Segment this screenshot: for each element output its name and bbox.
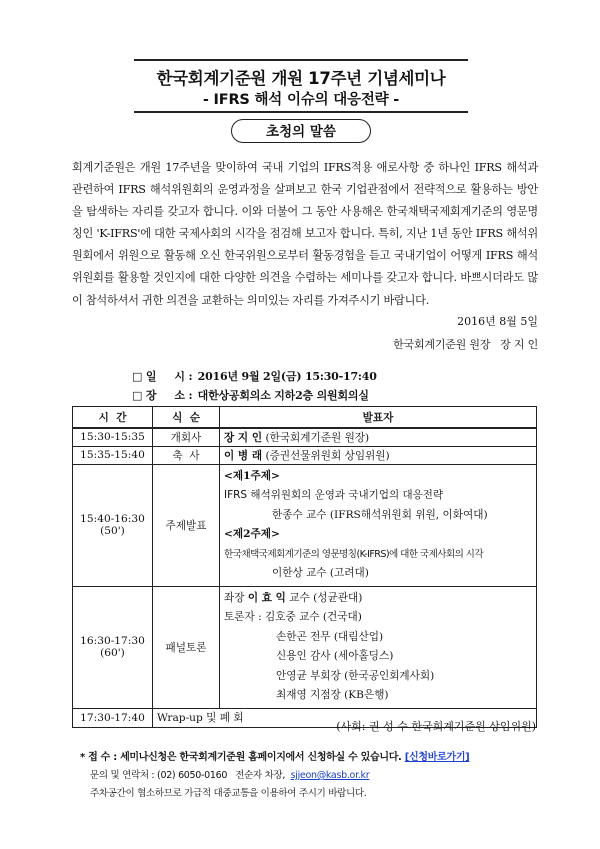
header-time: 시 간 bbox=[73, 407, 153, 429]
table-row bbox=[73, 446, 537, 464]
row-speaker-cell bbox=[220, 464, 537, 586]
invitation-body: 회계기준원은 개원 17주년을 맞이하여 국내 기업의 IFRS적용 애로사항 중 하나인 IFRS 해석과 관련하여 IFRS 해석위원회의 운영과정을 살펴보고 한국 기업관점에서 전략적으로 활용하는 방안을 탐색하는 자리를 갖고자 합니다. 이와 더불어 그 동안 사용해온 한국채택국제회계기준의 영문명칭인 'K-IFRS'에 대한 국제사회의 시각을 점검해 보고자 합니다. 특히, 지난 1년 동안 IFRS 해석위원회에서 위원으로 활동해 오신 한국위원으로부터 활동경험을 듣고 국내기업이 어떻게 IFRS 해석위원회를 활용할 것인지에 대한 다양한 의견을 수렴하는 세미나를 갖고자 합니다. 바쁘시더라도 많이 참석하셔서 귀한 의견을 교환하는 의미있는 자리를 가져주시기 바랍니다. bbox=[72, 161, 538, 307]
row-speaker-cell bbox=[220, 428, 537, 446]
panelists-label: 토론자 : bbox=[224, 611, 262, 623]
row-time: 16:30-17:30 bbox=[80, 635, 145, 647]
row-section: 축 사 bbox=[153, 446, 220, 464]
row-section: 주제발표 bbox=[153, 464, 220, 586]
row-speaker-cell bbox=[220, 586, 537, 708]
row-section: Wrap-up 및 폐 회 bbox=[153, 708, 537, 727]
registration-note bbox=[80, 748, 469, 763]
event-datetime bbox=[132, 368, 377, 384]
panelist: 안영균 부회장 (한국공인회계사회) bbox=[276, 669, 435, 682]
row-duration: (60') bbox=[100, 647, 125, 659]
topic1-title: IFRS 해석위원회의 운영과 국내기업의 대응전략 bbox=[224, 489, 444, 501]
page-title: 한국회계기준원 개원 17주년 기념세미나 bbox=[156, 69, 446, 88]
table-row bbox=[73, 586, 537, 708]
topic1-label: <제1주제> bbox=[224, 469, 280, 482]
datetime-label: □ 일 시 : bbox=[132, 370, 193, 383]
header-speaker: 발표자 bbox=[220, 407, 537, 429]
chair-affiliation: 교수 (성균관대) bbox=[289, 591, 363, 604]
topic2-label: <제2주제> bbox=[224, 528, 280, 540]
row-time: 17:30-17:40 bbox=[73, 708, 153, 727]
row-time: 15:30-15:35 bbox=[73, 428, 153, 446]
row-duration: (50') bbox=[100, 525, 125, 537]
letter-date: 2016년 8월 5일 bbox=[457, 315, 538, 328]
topic2-speaker: 이한상 교수 (고려대) bbox=[272, 567, 369, 579]
row-section: 개회사 bbox=[153, 428, 220, 446]
panel-chair bbox=[224, 589, 532, 609]
speaker-role: (증권선물위원회 상임위원) bbox=[265, 449, 390, 462]
letter-signature: 한국회계기준원 원장 장 지 인 bbox=[393, 338, 538, 351]
chair-name: 이 효 익 bbox=[247, 591, 286, 604]
parking-note: 주차공간이 협소하므로 가급적 대중교통을 이용하여 주시기 바랍니다. bbox=[90, 788, 367, 799]
panelist: 김호중 교수 (건국대) bbox=[265, 611, 362, 623]
speaker-name: 이 병 래 bbox=[224, 449, 263, 462]
header-section: 식 순 bbox=[153, 407, 220, 429]
panelist: 최재영 지점장 (KB은행) bbox=[276, 689, 389, 701]
registration-link[interactable]: [신청바로가기] bbox=[404, 752, 470, 763]
row-time-cell bbox=[73, 586, 153, 708]
contact-email-link[interactable]: sjjeon@kasb.or.kr bbox=[290, 770, 370, 781]
table-row bbox=[73, 428, 537, 446]
panelist: 손한곤 전무 (대림산업) bbox=[276, 630, 384, 643]
title-box bbox=[134, 59, 468, 113]
invitation-heading: 초청의 말씀 bbox=[231, 119, 371, 143]
contact-note bbox=[90, 767, 369, 781]
row-time: 15:35-15:40 bbox=[73, 446, 153, 464]
speaker-role: (한국회계기준원 원장) bbox=[265, 431, 370, 444]
program-table bbox=[72, 406, 537, 728]
chair-prefix: 좌장 bbox=[224, 591, 245, 604]
table-header-row bbox=[73, 407, 537, 429]
registration-text: * 접 수 : 세미나신청은 한국회계기준원 홈페이지에서 신청하실 수 있습니다. bbox=[80, 752, 402, 763]
table-row bbox=[73, 464, 537, 586]
row-time: 15:40-16:30 bbox=[80, 513, 145, 525]
place-label: □ 장 소 : bbox=[132, 389, 193, 402]
event-place bbox=[132, 387, 369, 403]
row-speaker-cell bbox=[220, 446, 537, 464]
datetime-value: 2016년 9월 2일(금) 15:30-17:40 bbox=[197, 370, 377, 383]
topic1-speaker: 한종수 교수 (IFRS해석위원회 위원, 이화여대) bbox=[272, 508, 488, 521]
panelist-row bbox=[224, 608, 532, 628]
speaker-name: 장 지 인 bbox=[224, 431, 263, 444]
panelist: 신용인 감사 (세아홀딩스) bbox=[276, 650, 394, 662]
row-time-cell bbox=[73, 464, 153, 586]
contact-text: 문의 및 연락처 : (02) 6050-0160 전순자 차장, bbox=[90, 770, 288, 781]
row-section: 패널토론 bbox=[153, 586, 220, 708]
place-value: 대한상공회의소 지하2층 의원회의실 bbox=[197, 389, 369, 402]
page-subtitle: - IFRS 해석 이슈의 대응전략 - bbox=[202, 92, 400, 108]
topic2-title: 한국채택국제회계기준의 영문명칭(K-IFRS)에 대한 국제사회의 시각 bbox=[224, 548, 484, 560]
mc-note: (사회: 권 성 수 한국회계기준원 상임위원) bbox=[336, 720, 536, 733]
